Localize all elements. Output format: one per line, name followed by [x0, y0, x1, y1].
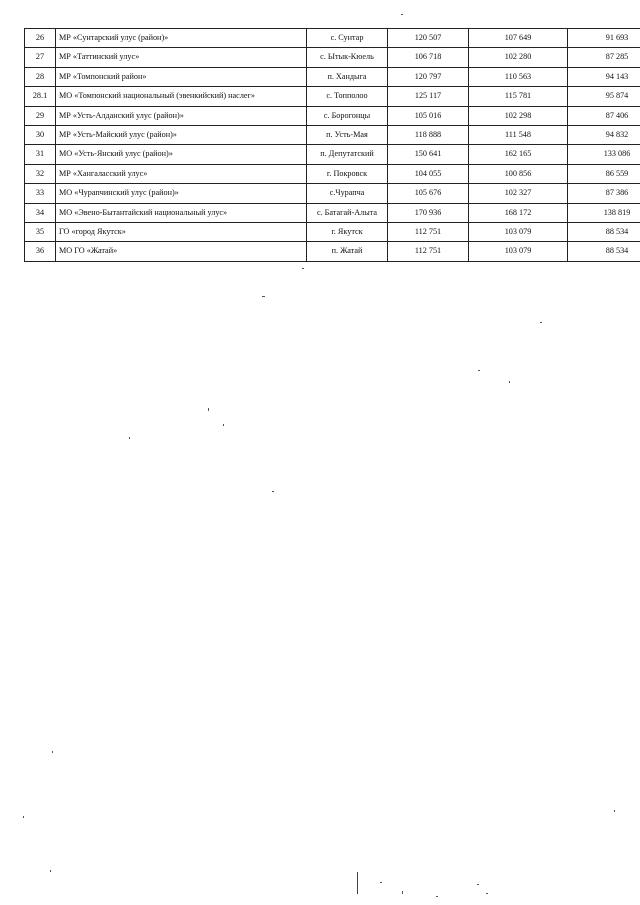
value-3: 87 285	[568, 48, 640, 67]
scan-edge-line	[357, 872, 358, 894]
value-2: 162 165	[469, 145, 568, 164]
admin-center: г. Якутск	[307, 222, 388, 241]
row-number: 30	[25, 125, 56, 144]
municipality-name: МО «Усть-Янский улус (район)»	[56, 145, 307, 164]
municipality-name: МО «Эвено-Бытантайский национальный улус»	[56, 203, 307, 222]
value-2: 103 079	[469, 242, 568, 261]
value-1: 120 507	[388, 29, 469, 48]
value-1: 120 797	[388, 67, 469, 86]
admin-center: г. Покровск	[307, 164, 388, 183]
row-number: 31	[25, 145, 56, 164]
row-number: 29	[25, 106, 56, 125]
row-number: 26	[25, 29, 56, 48]
table-row	[25, 164, 640, 183]
salary-table	[24, 28, 640, 262]
value-2: 103 079	[469, 222, 568, 241]
row-number: 32	[25, 164, 56, 183]
scan-speck	[262, 296, 265, 297]
table-row	[25, 125, 640, 144]
value-1: 150 641	[388, 145, 469, 164]
scan-speck	[486, 893, 488, 894]
admin-center: с. Ытык-Кюель	[307, 48, 388, 67]
value-2: 102 327	[469, 184, 568, 203]
scan-speck	[401, 14, 403, 15]
scan-speck	[272, 491, 274, 492]
scan-speck	[50, 870, 51, 872]
table-row	[25, 48, 640, 67]
admin-center: с. Батагай-Алыта	[307, 203, 388, 222]
scan-speck	[208, 408, 209, 411]
admin-center: п. Усть-Мая	[307, 125, 388, 144]
value-1: 170 936	[388, 203, 469, 222]
value-1: 118 888	[388, 125, 469, 144]
row-number: 27	[25, 48, 56, 67]
admin-center: с. Топполоо	[307, 87, 388, 106]
value-1: 125 117	[388, 87, 469, 106]
value-2: 168 172	[469, 203, 568, 222]
value-2: 111 548	[469, 125, 568, 144]
table-row	[25, 29, 640, 48]
scan-speck	[380, 882, 382, 883]
value-3: 138 819	[568, 203, 640, 222]
municipality-name: МР «Хангаласский улус»	[56, 164, 307, 183]
value-2: 102 280	[469, 48, 568, 67]
table-body	[25, 29, 640, 262]
admin-center: п. Жатай	[307, 242, 388, 261]
row-number: 34	[25, 203, 56, 222]
scan-speck	[540, 322, 542, 323]
value-3: 91 693	[568, 29, 640, 48]
value-2: 110 563	[469, 67, 568, 86]
value-1: 105 016	[388, 106, 469, 125]
value-1: 106 718	[388, 48, 469, 67]
table-row	[25, 67, 640, 86]
municipality-name: МО «Чурапчинский улус (район)»	[56, 184, 307, 203]
scan-speck	[23, 816, 24, 818]
value-1: 112 751	[388, 222, 469, 241]
scan-speck	[478, 370, 480, 371]
admin-center: п. Хандыга	[307, 67, 388, 86]
value-2: 102 298	[469, 106, 568, 125]
value-3: 88 534	[568, 242, 640, 261]
value-2: 107 649	[469, 29, 568, 48]
scan-speck	[614, 810, 615, 812]
admin-center: п. Депутатский	[307, 145, 388, 164]
municipality-name: ГО «город Якутск»	[56, 222, 307, 241]
table-row	[25, 222, 640, 241]
scan-speck	[402, 891, 403, 894]
row-number: 36	[25, 242, 56, 261]
municipality-name: МР «Таттинский улус»	[56, 48, 307, 67]
table-row	[25, 87, 640, 106]
row-number: 33	[25, 184, 56, 203]
value-3: 95 874	[568, 87, 640, 106]
row-number: 28.1	[25, 87, 56, 106]
municipality-name: МР «Усть-Майский улус (район)»	[56, 125, 307, 144]
scan-speck	[129, 437, 130, 439]
scan-speck	[509, 381, 510, 383]
value-1: 112 751	[388, 242, 469, 261]
value-3: 133 086	[568, 145, 640, 164]
municipality-name: МО ГО «Жатай»	[56, 242, 307, 261]
scan-speck	[477, 884, 479, 885]
value-3: 94 832	[568, 125, 640, 144]
table-row	[25, 203, 640, 222]
scan-speck	[436, 896, 438, 897]
scan-speck	[52, 751, 53, 753]
value-3: 86 559	[568, 164, 640, 183]
table-row	[25, 106, 640, 125]
admin-center: с. Сунтар	[307, 29, 388, 48]
municipality-name: МР «Сунтарский улус (район)»	[56, 29, 307, 48]
value-3: 87 386	[568, 184, 640, 203]
row-number: 35	[25, 222, 56, 241]
row-number: 28	[25, 67, 56, 86]
admin-center: с.Чурапча	[307, 184, 388, 203]
table-row	[25, 242, 640, 261]
scan-speck	[302, 268, 304, 269]
municipality-name: МО «Томпонский национальный (эвенкийский) наслег»	[56, 87, 307, 106]
value-2: 100 856	[469, 164, 568, 183]
value-1: 104 055	[388, 164, 469, 183]
table-row	[25, 145, 640, 164]
value-3: 94 143	[568, 67, 640, 86]
value-1: 105 676	[388, 184, 469, 203]
value-3: 88 534	[568, 222, 640, 241]
table-row	[25, 184, 640, 203]
value-3: 87 406	[568, 106, 640, 125]
municipality-name: МР «Усть-Алданский улус (район)»	[56, 106, 307, 125]
admin-center: с. Борогонцы	[307, 106, 388, 125]
scan-speck	[223, 424, 224, 426]
municipality-name: МР «Томпонский район»	[56, 67, 307, 86]
value-2: 115 781	[469, 87, 568, 106]
